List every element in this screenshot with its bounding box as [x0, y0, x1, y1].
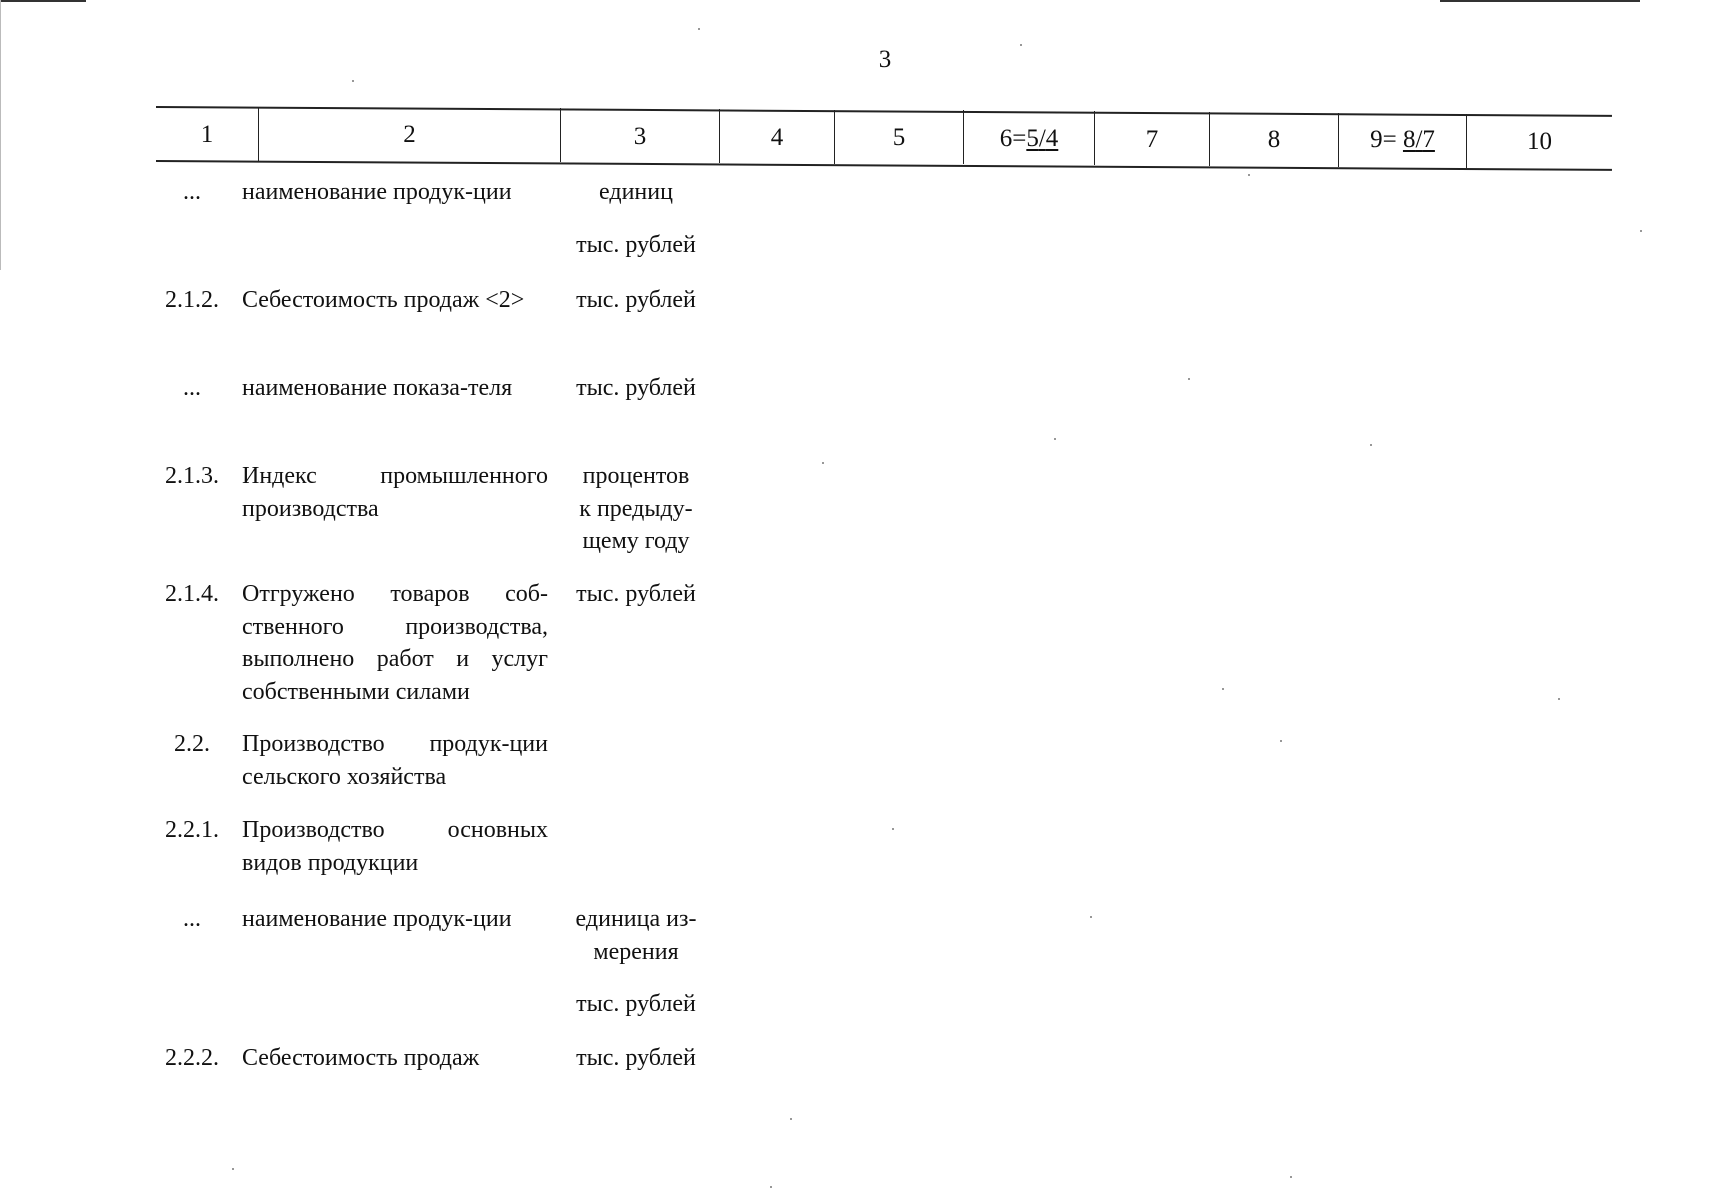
- row-unit-line: тыс. рублей: [576, 581, 696, 607]
- row-name: наименование продук-ции: [242, 179, 512, 205]
- row-name: Отгружено товаров соб-ственного производства, выполнено работ и услуг собственными силами: [242, 581, 548, 705]
- scan-speck: [1188, 378, 1190, 380]
- row-unit-line: процентов: [582, 463, 690, 489]
- header-col-2: 2: [403, 121, 416, 148]
- scan-speck: [232, 1168, 234, 1170]
- scan-speck: [1090, 916, 1092, 918]
- scan-speck: [1248, 174, 1250, 176]
- scan-speck: [822, 462, 824, 464]
- scan-speck: [770, 1186, 772, 1188]
- scan-speck: [1020, 44, 1022, 46]
- header-col-6: [964, 122, 1094, 156]
- row-unit: [556, 578, 716, 611]
- row-number: 2.2.2.: [165, 1045, 219, 1071]
- scan-speck: [790, 1118, 792, 1120]
- header-col-10: 10: [1527, 128, 1552, 155]
- row-number: 2.1.4.: [165, 581, 219, 607]
- row-unit-extra: тыс. рублей: [576, 231, 696, 258]
- row-unit-line: единиц: [599, 179, 673, 205]
- scan-speck: [1054, 438, 1056, 440]
- scan-speck: [1370, 444, 1372, 446]
- row-name: Производство основных видов продукции: [242, 817, 548, 876]
- row-unit: [556, 903, 716, 1021]
- scan-speck: [1640, 230, 1642, 232]
- row-unit: [556, 176, 716, 261]
- scan-edge-mark-right: [1440, 0, 1640, 2]
- row-number: 2.1.3.: [165, 463, 219, 489]
- row-unit: [556, 460, 716, 558]
- header-col-8: 8: [1267, 126, 1281, 153]
- row-unit-line: единица из-: [575, 906, 697, 932]
- row-unit-gap: [556, 209, 716, 229]
- header-col-1: 1: [200, 121, 214, 148]
- header-col-6-denominator: 4: [1045, 125, 1059, 152]
- header-col-3: 3: [633, 123, 647, 150]
- row-unit: [556, 372, 716, 405]
- row-unit: [556, 284, 716, 317]
- row-number: ...: [183, 375, 201, 401]
- row-number: ...: [183, 179, 201, 205]
- scan-left-border: [0, 0, 1, 270]
- scan-speck: [698, 28, 700, 30]
- scan-speck: [1222, 688, 1224, 690]
- scan-speck: [1280, 740, 1282, 742]
- row-name: наименование продук-ции: [242, 906, 512, 932]
- row-unit-line: тыс. рублей: [576, 1045, 696, 1071]
- header-col-6-prefix: 6=: [999, 125, 1027, 152]
- scan-speck: [1558, 698, 1560, 700]
- header-col-5: 5: [892, 124, 906, 151]
- header-col-9-prefix: 9=: [1370, 126, 1403, 153]
- scan-speck: [892, 828, 894, 830]
- row-unit-line: мерения: [593, 938, 679, 965]
- row-unit-gap: [556, 968, 716, 988]
- row-unit-extra: тыс. рублей: [576, 991, 696, 1017]
- scan-speck: [352, 80, 354, 82]
- header-col-4: 4: [770, 124, 784, 151]
- row-unit: [556, 1042, 716, 1075]
- header-bottom-rule: [156, 160, 1612, 171]
- row-unit-line: тыс. рублей: [576, 287, 696, 313]
- header-top-rule: [156, 106, 1612, 117]
- row-number: 2.1.2.: [165, 287, 219, 313]
- row-name: Себестоимость продаж: [242, 1045, 480, 1071]
- header-col-9-numerator: 8: [1402, 126, 1416, 153]
- row-number: 2.2.1.: [165, 817, 219, 843]
- row-unit-line: к предыду-: [579, 495, 693, 522]
- row-unit-line: тыс. рублей: [576, 375, 696, 401]
- row-name: наименование показа-теля: [242, 375, 513, 401]
- scan-speck: [1290, 1176, 1292, 1178]
- row-unit-line: щему году: [582, 528, 690, 554]
- header-col-9-denominator: 7: [1422, 126, 1435, 153]
- header-col-9: [1339, 123, 1466, 157]
- header-col-7: 7: [1145, 126, 1159, 153]
- page-number: 3: [878, 46, 892, 73]
- header-col-9-slash: /: [1415, 126, 1423, 153]
- header-col-6-numerator: 5: [1026, 125, 1039, 152]
- row-number: ...: [183, 906, 201, 932]
- row-name: Индекс промышленного производства: [242, 463, 548, 522]
- scan-edge-mark-left: [0, 0, 86, 2]
- row-name: Себестоимость продаж <2>: [242, 287, 525, 313]
- row-name: Производство продук-ции сельского хозяйства: [242, 731, 548, 790]
- row-number: 2.2.: [174, 731, 210, 757]
- header-col-6-slash: /: [1038, 125, 1046, 152]
